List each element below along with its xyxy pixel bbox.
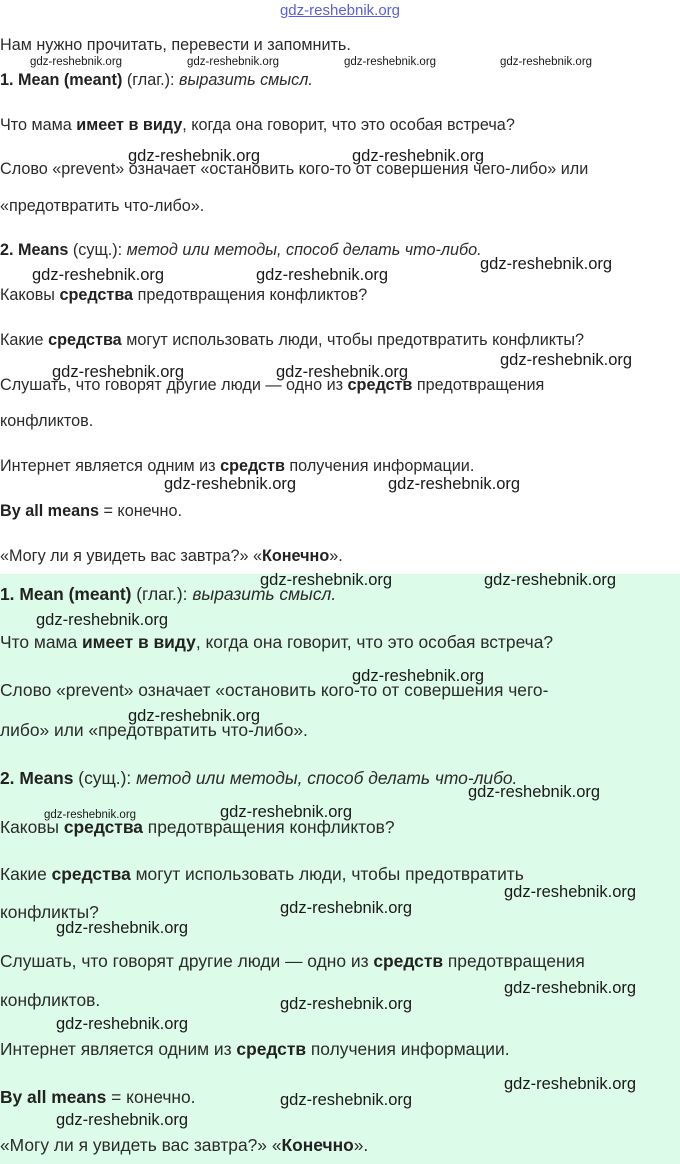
- text-part: Какие: [0, 864, 52, 884]
- watermark: gdz-reshebnik.org: [504, 1075, 637, 1093]
- sentence-kakie: [0, 330, 584, 350]
- watermark: gdz-reshebnik.org: [187, 56, 280, 68]
- definition-by-all-means: = конечно.: [106, 1087, 196, 1107]
- term-means: 2. Means: [0, 768, 74, 788]
- definition-means: метод или методы, способ делать что-либо.: [126, 241, 482, 259]
- pos-noun: (сущ.):: [68, 241, 127, 259]
- text-part: , когда она говорит, что это особая встреча?: [195, 632, 554, 652]
- text-bold: имеет в виду: [76, 116, 183, 134]
- text-bold: средства: [48, 331, 122, 349]
- term-mean: 1. Mean (meant): [0, 71, 123, 89]
- text-bold: имеет в виду: [81, 632, 196, 652]
- pos-verb: (глаг.):: [131, 584, 193, 604]
- watermark: gdz-reshebnik.org: [352, 147, 485, 165]
- heading-by-all-means: [0, 501, 182, 521]
- watermark: gdz-reshebnik.org: [480, 255, 613, 273]
- heading-means: [0, 240, 482, 260]
- text-bold: Конечно: [281, 1135, 354, 1155]
- watermark: gdz-reshebnik.org: [128, 147, 261, 165]
- watermark: gdz-reshebnik.org: [56, 1015, 189, 1033]
- text-part: Какие: [0, 331, 49, 349]
- watermark: gdz-reshebnik.org: [352, 667, 485, 685]
- text-part: предотвращения: [443, 951, 585, 971]
- watermark: gdz-reshebnik.org: [220, 803, 353, 821]
- text-part: ».: [329, 547, 343, 565]
- watermark: gdz-reshebnik.org: [56, 919, 189, 937]
- pos-noun: (сущ.):: [73, 768, 137, 788]
- text-part: «Могу ли я увидеть вас завтра?» «: [0, 1135, 282, 1155]
- watermark: gdz-reshebnik.org: [164, 475, 297, 493]
- heading-mean: [0, 70, 313, 90]
- text-part: Интернет является одним из: [0, 457, 221, 475]
- text-bold: средств: [220, 457, 285, 475]
- sentence-prevent-line2: «предотвратить что-либо».: [0, 197, 205, 215]
- watermark: gdz-reshebnik.org: [504, 979, 637, 997]
- text-part: Каковы: [0, 817, 64, 837]
- sentence-prevent-line1: Слово «prevent» означает «остановить кого-то от совершения чего-либо» или: [0, 160, 589, 178]
- sentence-slushat-line2: конфликтов.: [0, 412, 94, 430]
- site-link[interactable]: gdz-reshebnik.org: [279, 2, 401, 19]
- text-part: Слушать, что говорят другие люди — одно из: [0, 951, 374, 971]
- watermark: gdz-reshebnik.org: [30, 56, 123, 68]
- heading-by-all-means: [0, 1087, 196, 1107]
- watermark: gdz-reshebnik.org: [280, 899, 413, 917]
- sentence-mama: [0, 632, 553, 652]
- text-part: «Могу ли я увидеть вас завтра?» «: [0, 547, 263, 565]
- watermark: gdz-reshebnik.org: [500, 351, 633, 369]
- watermark: gdz-reshebnik.org: [260, 571, 393, 589]
- watermark: gdz-reshebnik.org: [500, 56, 593, 68]
- sentence-internet: [0, 1039, 510, 1059]
- text-part: Каковы: [0, 286, 60, 304]
- watermark: gdz-reshebnik.org: [52, 363, 185, 381]
- term-means: 2. Means: [0, 241, 69, 259]
- heading-means: [0, 768, 517, 788]
- watermark: gdz-reshebnik.org: [32, 266, 165, 284]
- watermark: gdz-reshebnik.org: [280, 1091, 413, 1109]
- pos-verb: (глаг.):: [122, 71, 180, 89]
- watermark: gdz-reshebnik.org: [344, 56, 437, 68]
- definition-mean: выразить смысл.: [179, 71, 313, 89]
- definition-means: метод или методы, способ делать что-либо.: [136, 768, 518, 788]
- text-bold: Конечно: [262, 547, 330, 565]
- text-bold: средств: [347, 376, 413, 394]
- sentence-slushat-line2: конфликтов.: [0, 990, 101, 1010]
- text-part: Что мама: [0, 116, 77, 134]
- text-part: Что мама: [0, 632, 82, 652]
- text-bold: средств: [373, 951, 444, 971]
- text-part: Интернет является одним из: [0, 1039, 237, 1059]
- text-bold: средства: [59, 286, 134, 304]
- sentence-mogu-li: [0, 546, 343, 566]
- term-by-all-means: By all means: [0, 1087, 107, 1107]
- watermark: gdz-reshebnik.org: [504, 883, 637, 901]
- definition-mean: выразить смысл.: [192, 584, 337, 604]
- watermark: gdz-reshebnik.org: [484, 571, 617, 589]
- text-part: получения информации.: [306, 1039, 510, 1059]
- intro-text: Нам нужно прочитать, перевести и запомнить.: [0, 36, 351, 54]
- term-mean: 1. Mean (meant): [0, 584, 132, 604]
- watermark: gdz-reshebnik.org: [280, 995, 413, 1013]
- sentence-mama: [0, 115, 515, 135]
- sentence-mogu-li: [0, 1135, 368, 1155]
- bottom-block: [0, 571, 680, 1164]
- text-part: предотвращения: [412, 376, 545, 394]
- text-part: предотвращения конфликтов?: [133, 286, 368, 304]
- text-part: , когда она говорит, что это особая встреча?: [182, 116, 515, 134]
- text-part: могут использовать люди, чтобы предотвратить: [130, 864, 524, 884]
- sentence-kakovy: [0, 285, 367, 305]
- sentence-kakie-line1: [0, 864, 524, 884]
- watermark: gdz-reshebnik.org: [44, 809, 137, 821]
- definition-by-all-means: = конечно.: [98, 502, 182, 520]
- sentence-prevent-line2: либо» или «предотвратить что-либо».: [0, 720, 308, 740]
- top-block: [0, 0, 680, 574]
- text-part: предотвращения конфликтов?: [142, 817, 395, 837]
- text-part: Слушать, что говорят другие люди — одно из: [0, 376, 348, 394]
- sentence-internet: [0, 456, 474, 476]
- text-part: ».: [353, 1135, 369, 1155]
- sentence-prevent-line1: Слово «prevent» означает «остановить кого-то от совершения чего-: [0, 680, 549, 700]
- sentence-kakie-line2: конфликты?: [0, 902, 99, 922]
- watermark: gdz-reshebnik.org: [36, 611, 169, 629]
- text-part: получения информации.: [284, 457, 475, 475]
- text-bold: средства: [51, 864, 131, 884]
- watermark: gdz-reshebnik.org: [276, 363, 409, 381]
- term-by-all-means: By all means: [0, 502, 99, 520]
- watermark: gdz-reshebnik.org: [128, 707, 261, 725]
- text-bold: средства: [63, 817, 143, 837]
- watermark: gdz-reshebnik.org: [256, 266, 389, 284]
- sentence-slushat-line1: [0, 951, 585, 971]
- text-part: могут использовать люди, чтобы предотвратить конфликты?: [121, 331, 585, 349]
- watermark: gdz-reshebnik.org: [56, 1111, 189, 1129]
- text-bold: средств: [236, 1039, 307, 1059]
- watermark: gdz-reshebnik.org: [388, 475, 521, 493]
- watermark: gdz-reshebnik.org: [468, 783, 601, 801]
